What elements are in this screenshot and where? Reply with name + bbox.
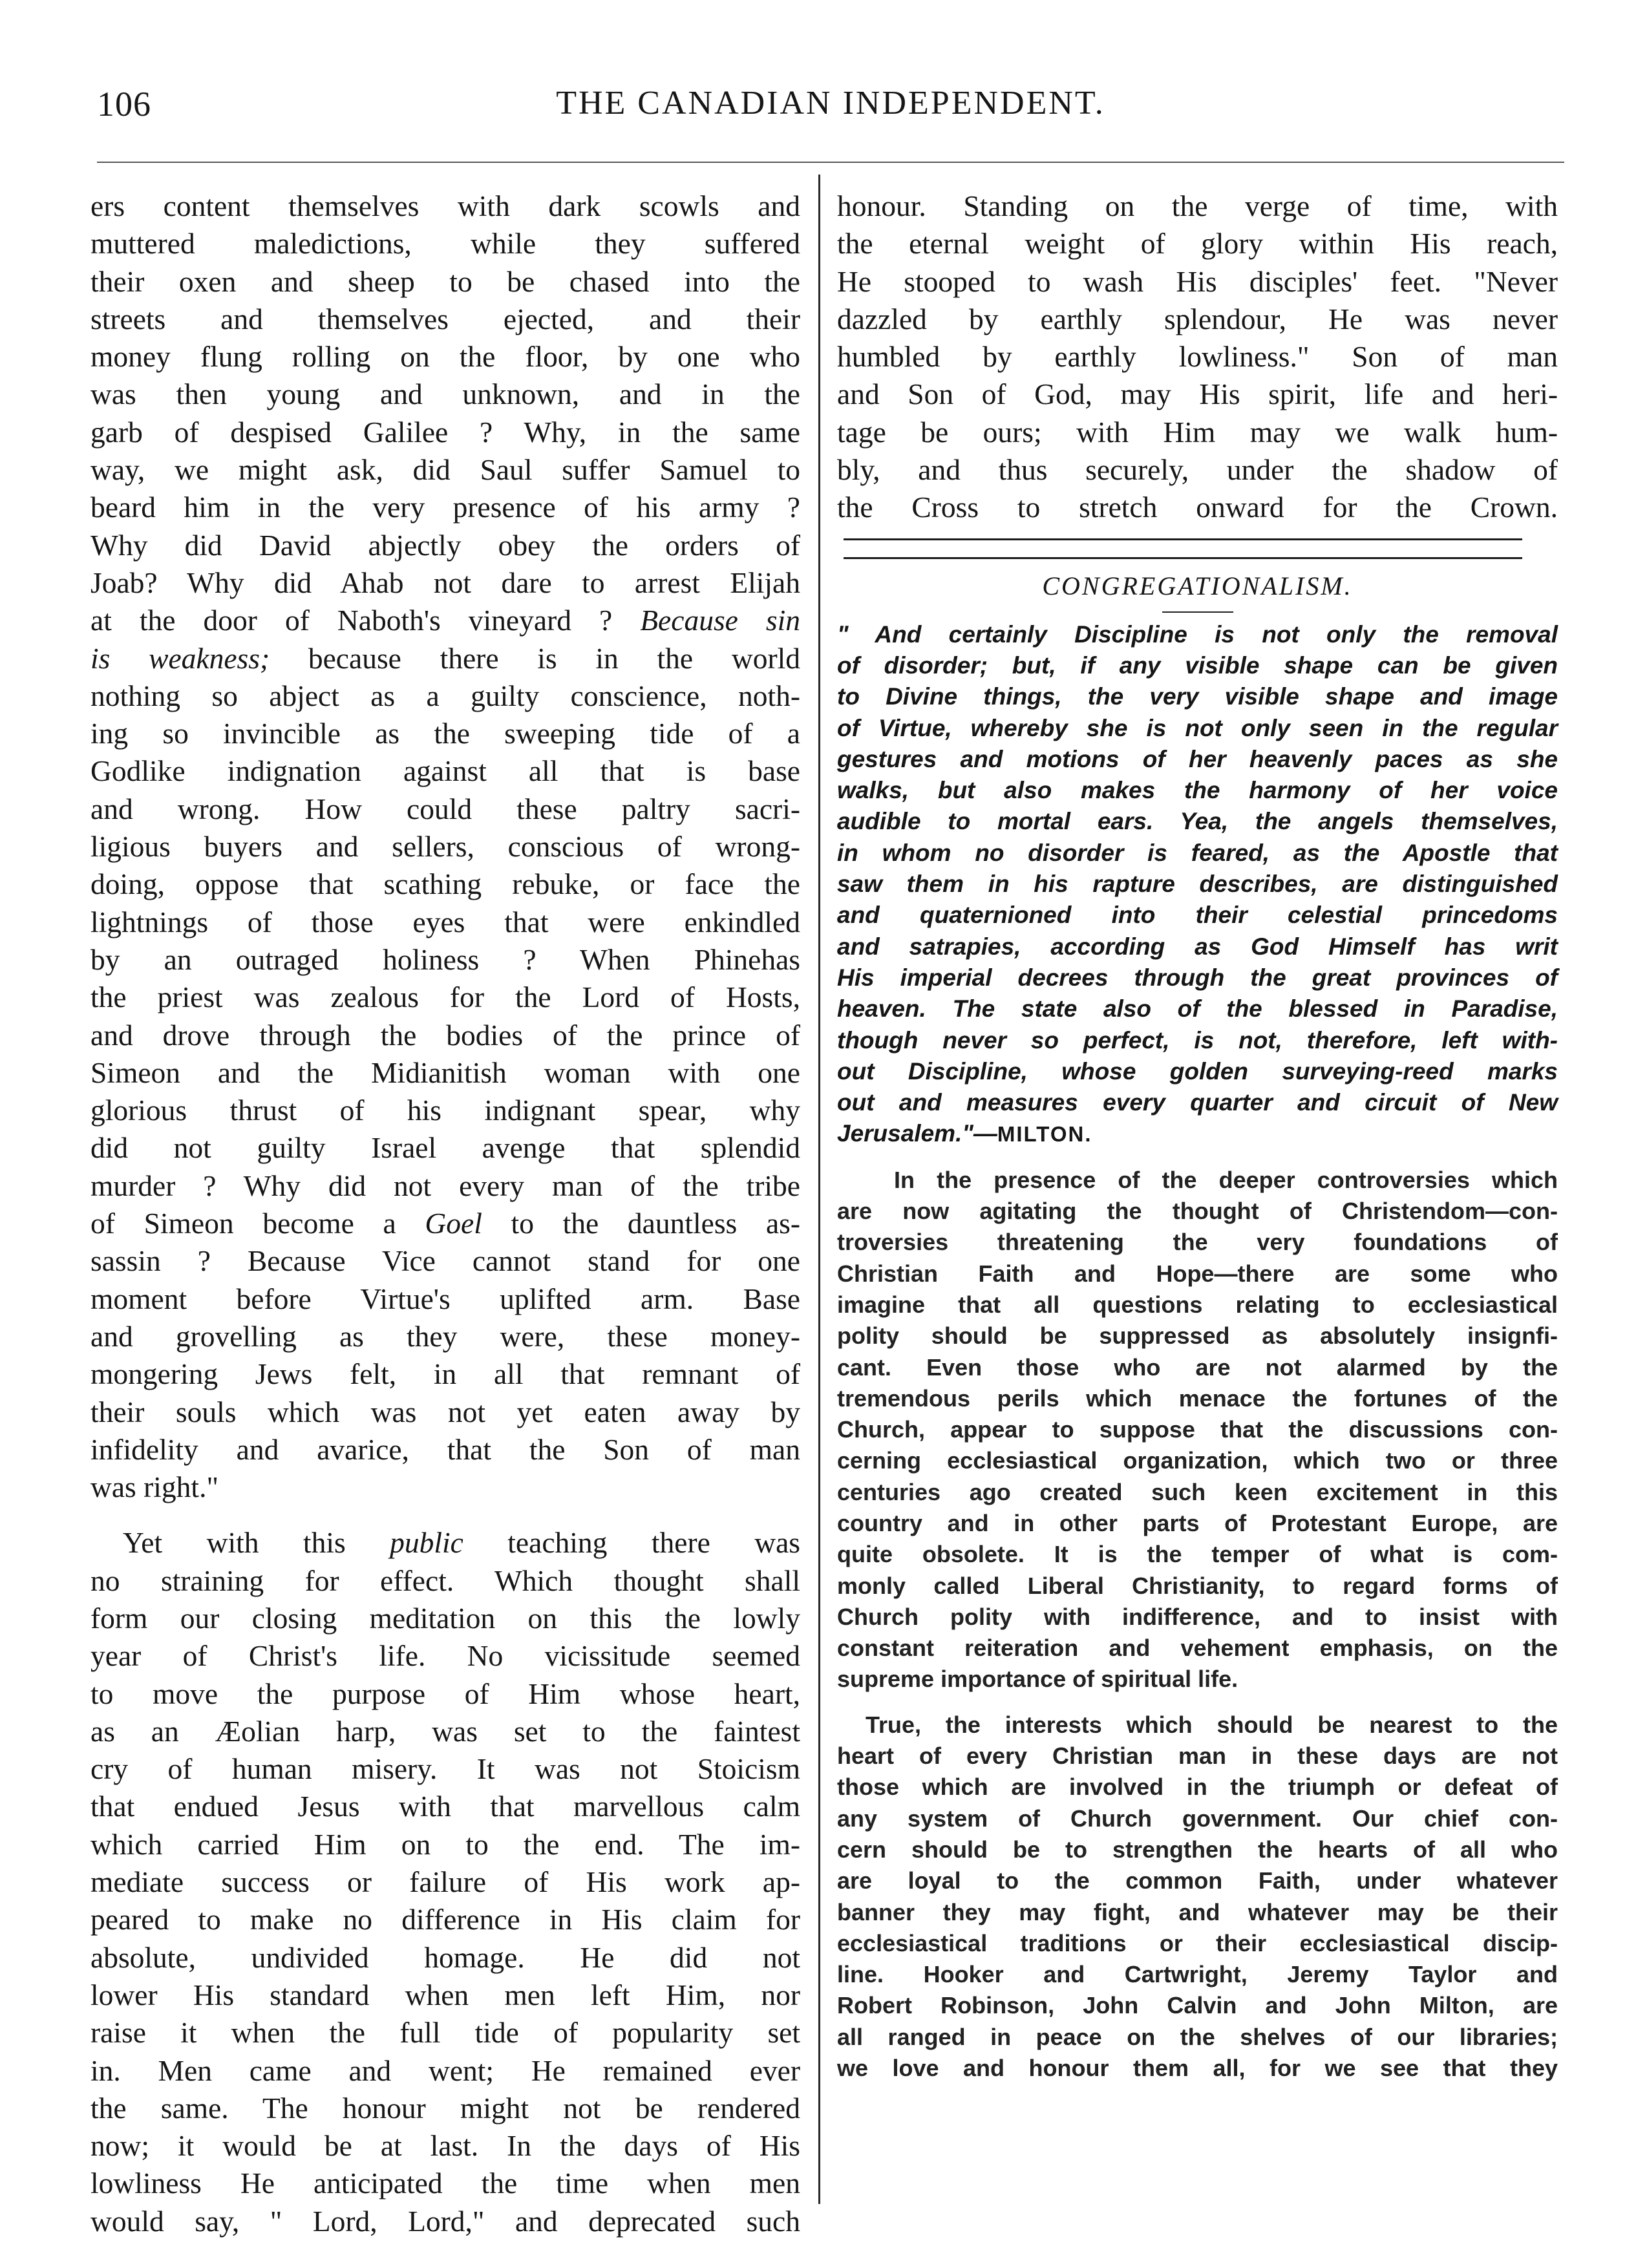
text-line: murder ? Why did not every man of the tribe [90,1169,800,1202]
text-line: no straining for effect. Which thought shall [90,1563,800,1597]
header-rule [97,162,1564,163]
text-line: Church, appear to suppose that the discussions con- [837,1416,1558,1443]
text-segment: because there is in the world [270,641,800,675]
text-line: in whom no disorder is feared, as the Apostle that [837,839,1558,866]
text-line: out and measures every quarter and circuit of New [837,1089,1558,1116]
text-line: walks, but also makes the harmony of her voice [837,777,1558,804]
text-line [90,640,800,677]
text-line: moment before Virtue's uplifted arm. Base [90,1282,800,1315]
text-line: absolute, undivided homage. He did not [90,1940,800,1974]
text-line: ecclesiastical traditions or their ecclesiastical discip- [837,1929,1558,1956]
column-divider [818,175,820,2204]
text-line: honour. Standing on the verge of time, with [837,189,1558,222]
text-line: which carried Him on to the end. The im- [90,1827,800,1861]
text-line: doing, oppose that scathing rebuke, or face the [90,867,800,901]
text-line: sassin ? Because Vice cannot stand for one [90,1244,800,1278]
text-line: and satrapies, according as God Himself has writ [837,933,1558,960]
text-line: polity should be suppressed as absolutely insignfi- [837,1322,1558,1350]
text-line: though never so perfect, is not, therefore, left with- [837,1026,1558,1054]
text-line: Church polity with indifference, and to insist with [837,1603,1558,1630]
text-line: those which are involved in the triumph or defeat of [837,1774,1558,1801]
text-line: and drove through the bodies of the prince of [90,1018,800,1052]
italic-phrase: is weakness; [90,641,270,675]
text-line: beard him in the very presence of his army ? [90,491,800,524]
text-segment: Jerusalem."— [837,1120,997,1147]
text-line: Why did David abjectly obey the orders of [90,528,800,562]
text-line: He stooped to wash His disciples' feet. "Never [837,264,1558,298]
text-line: all ranged in peace on the shelves of our libraries; [837,2023,1558,2050]
text-line: saw them in his rapture describes, are distinguished [837,871,1558,898]
text-line: streets and themselves ejected, and their [90,302,800,335]
text-line: by an outraged holiness ? When Phinehas [90,942,800,976]
text-line [837,1118,1558,1150]
text-line: heaven. The state also of the blessed in Paradise, [837,995,1558,1023]
text-line: form our closing meditation on this the lowly [90,1601,800,1635]
text-line: lightnings of those eyes that were enkindled [90,905,800,938]
text-line: troversies threatening the very foundations of [837,1229,1558,1256]
text-line: garb of despised Galilee ? Why, in the same [90,415,800,449]
text-line: Joab? Why did Ahab not dare to arrest Elijah [90,566,800,599]
italic-phrase: public [390,1526,463,1560]
text-line: and Son of God, may His spirit, life and heri- [837,377,1558,411]
text-line: Godlike indignation against all that is base [90,754,800,788]
text-line: infidelity and avarice, that the Son of man [90,1432,800,1466]
page-number: 106 [97,85,151,123]
text-line [90,1205,800,1242]
text-line [90,602,800,639]
text-line: their souls which was not yet eaten away by [90,1395,800,1428]
text-line: constant reiteration and vehement emphasis, on the [837,1635,1558,1662]
text-line: year of Christ's life. No vicissitude seemed [90,1639,800,1673]
right-paragraph-2 [837,1165,1558,1695]
text-line: monly called Liberal Christianity, to regard forms of [837,1572,1558,1599]
text-line: His imperial decrees through the great provinces of [837,964,1558,991]
text-line: humbled by earthly lowliness." Son of man [837,340,1558,374]
left-paragraph-1 [90,187,800,1506]
text-line: we love and honour them all, for we see that they [837,2055,1558,2082]
text-line [90,1524,800,1562]
text-line: peared to make no difference in His claim for [90,1903,800,1936]
text-line: are now agitating the thought of Christendom—con- [837,1198,1558,1225]
text-line: In the presence of the deeper controversies which [894,1166,1558,1193]
epigraph-author: MILTON. [997,1122,1092,1147]
text-segment: to the dauntless as- [482,1207,801,1240]
text-segment: teaching there was [463,1526,800,1560]
text-line: lower His standard when men left Him, nor [90,1978,800,2011]
text-line: was then young and unknown, and in the [90,377,800,411]
text-line: was right." [90,1470,219,1504]
text-line: cant. Even those who are not alarmed by the [837,1353,1558,1381]
text-line: Christian Faith and Hope—there are some who [837,1260,1558,1287]
page-header [97,84,1564,136]
text-line: imagine that all questions relating to ecclesiastical [837,1291,1558,1318]
text-line: the Cross to stretch onward for the Crown. [837,491,1558,524]
text-line: any system of Church government. Our chief con- [837,1805,1558,1832]
section-heading: CONGREGATIONALISM. [1042,571,1353,600]
text-line: in. Men came and went; He remained ever [90,2053,800,2087]
text-line: and grovelling as they were, these money- [90,1319,800,1353]
heading-rule [1162,611,1233,613]
text-line: way, we might ask, did Saul suffer Samuel to [90,453,800,487]
text-line: of disorder; but, if any visible shape can be given [837,652,1558,679]
text-line: supreme importance of spiritual life. [837,1666,1238,1693]
text-line: now; it would be at last. In the days of His [90,2129,800,2163]
text-segment: of Simeon become a [90,1207,396,1240]
text-line: that endued Jesus with that marvellous calm [90,1790,800,1823]
text-line: ligious buyers and sellers, conscious of wrong- [90,830,800,864]
text-line: Simeon and the Midianitish woman with one [90,1055,800,1089]
left-column [90,187,800,2240]
text-line: heart of every Christian man in these days are not [837,1743,1558,1770]
text-line: cerning ecclesiastical organization, which two or three [837,1447,1558,1474]
text-line: as an Æolian harp, was set to the faintest [90,1714,800,1748]
text-line: Robert Robinson, John Calvin and John Milton, are [837,1992,1558,2019]
text-line: muttered maledictions, while they suffered [90,227,800,260]
text-line: line. Hooker and Cartwright, Jeremy Taylor and [837,1961,1558,1988]
text-line: ing so invincible as the sweeping tide of a [90,717,800,750]
text-line: of Virtue, whereby she is not only seen in the regular [837,714,1558,741]
text-line: bly, and thus securely, under the shadow of [837,453,1558,487]
right-paragraph-3 [837,1710,1558,2084]
italic-phrase: Goel [425,1207,482,1240]
text-line: nothing so abject as a guilty conscience, noth- [90,679,800,712]
text-line: money flung rolling on the floor, by one who [90,340,800,374]
text-line: cry of human misery. It was not Stoicism [90,1752,800,1786]
text-segment: at the door of Naboth's vineyard ? [90,604,613,637]
text-line: raise it when the full tide of popularity set [90,2016,800,2050]
publication-title: THE CANADIAN INDEPENDENT. [556,85,1105,122]
text-line: audible to mortal ears. Yea, the angels themselves, [837,808,1558,835]
text-line: ers content themselves with dark scowls and [90,189,800,222]
text-line: lowliness He anticipated the time when men [90,2167,800,2200]
text-line: out Discipline, whose golden surveying-reed marks [837,1057,1558,1085]
epigraph-quote [837,619,1558,1150]
text-line: dazzled by earthly splendour, He was never [837,302,1558,335]
text-line: gestures and motions of her heavenly paces as she [837,745,1558,772]
text-line: " And certainly Discipline is not only the removal [837,620,1558,648]
text-line: cern should be to strengthen the hearts of all who [837,1836,1558,1863]
text-line: and wrong. How could these paltry sacri- [90,792,800,825]
text-line: quite obsolete. It is the temper of what is com- [837,1541,1558,1568]
text-line: to move the purpose of Him whose heart, [90,1677,800,1710]
text-line: centuries ago created such keen excitement in this [837,1478,1558,1505]
text-line: tage be ours; with Him may we walk hum- [837,415,1558,449]
section-divider-rule [844,538,1522,559]
text-line: and quaternioned into their celestial princedoms [837,902,1558,929]
text-line: country and in other parts of Protestant Europe, are [837,1509,1558,1536]
right-paragraph-1 [837,187,1558,527]
italic-phrase: Because sin [640,604,800,637]
text-line: did not guilty Israel avenge that splendid [90,1131,800,1165]
text-line: banner they may fight, and whatever may be their [837,1898,1558,1925]
text-line: glorious thrust of his indignant spear, why [90,1094,800,1127]
text-line: mongering Jews felt, in all that remnant of [90,1357,800,1391]
text-segment: Yet with this [123,1526,390,1560]
text-line: to Divine things, the very visible shape and image [837,683,1558,710]
text-line: the eternal weight of glory within His reach, [837,227,1558,260]
text-line: mediate success or failure of His work ap- [90,1865,800,1899]
right-column [837,187,1558,2084]
text-line: True, the interests which should be nearest to the [866,1711,1558,1738]
text-line: their oxen and sheep to be chased into the [90,264,800,298]
text-line: would say, " Lord, Lord," and deprecated such [90,2204,800,2238]
left-paragraph-2 [90,1524,800,2240]
text-line: tremendous perils which menace the fortunes of the [837,1384,1558,1412]
text-line: are loyal to the common Faith, under whatever [837,1867,1558,1894]
text-line: the same. The honour might not be rendered [90,2091,800,2125]
text-line: the priest was zealous for the Lord of Hosts, [90,980,800,1014]
